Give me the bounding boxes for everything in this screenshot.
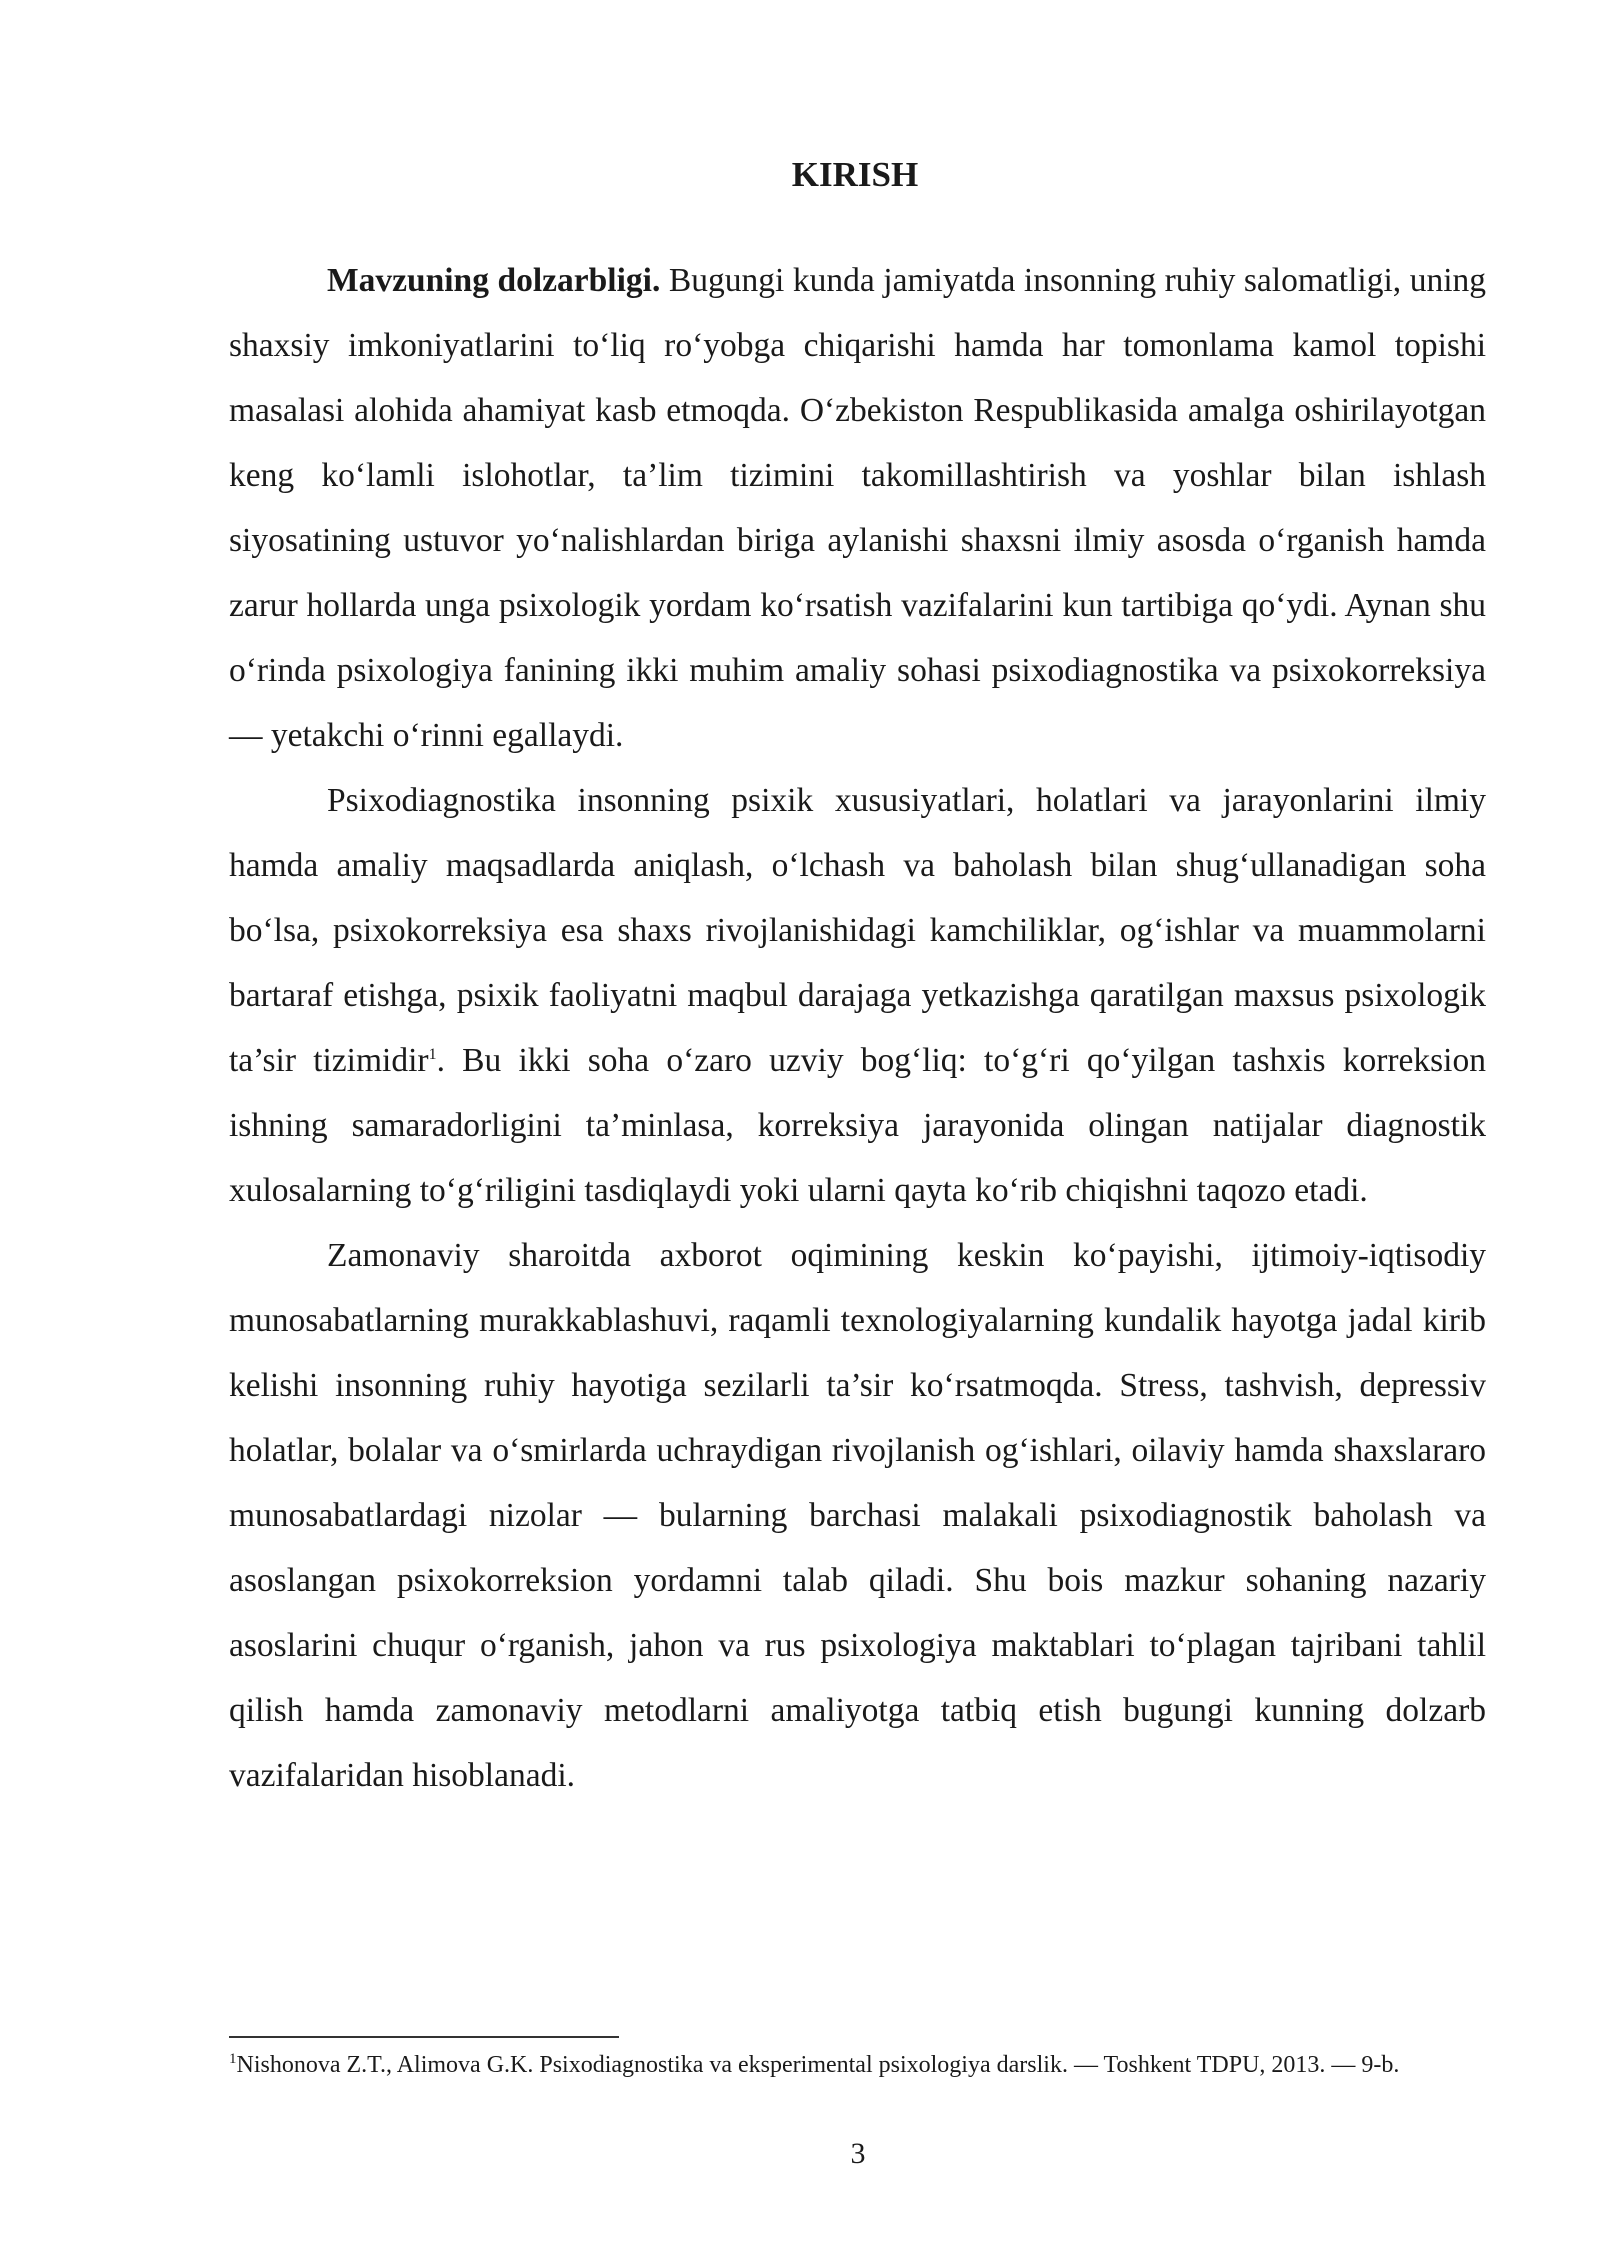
footnote [229,2048,1486,2082]
paragraph-text-before-ref: Psixodiagnostika insonning psixik xususiyatlari, holatlari va jarayonlarini ilmiy hamda amaliy maqsadlarda aniqlash, o‘lchash va baholash bilan shug‘ullanadigan soha bo‘lsa, psixokorreksiya esa shaxs rivojlanishidagi kamchiliklar, og‘ishlar va muammolarni bartaraf etishga, psixik faoliyatni maqbul darajaga yetkazishga qaratilgan maxsus psixologik ta’sir tizimidir [229,782,1486,1079]
paragraph-relevance [229,248,1486,768]
paragraph-text: Zamonaviy sharoitda axborot oqimining keskin ko‘payishi, ijtimoiy-iqtisodiy munosabatlarning murakkablashuvi, raqamli texnologiyalarning kundalik hayotga jadal kirib kelishi insonning ruhiy hayotiga sezilarli ta’sir ko‘rsatmoqda. Stress, tashvish, depressiv holatlar, bolalar va o‘smirlarda uchraydigan rivojlanish og‘ishlari, oilaviy hamda shaxslararo munosabatlardagi nizolar — bularning barchasi malakali psixodiagnostik baholash va asoslangan psixokorreksion yordamni talab qiladi. Shu bois mazkur sohaning nazariy asoslarini chuqur o‘rganish, jahon va rus psixologiya maktablari to‘plagan tajribani tahlil qilish hamda zamonaviy metodlarni amaliyotga tatbiq etish bugungi kunning dolzarb vazifalaridan hisoblanadi. [229,1237,1486,1794]
footnote-reference[interactable]: 1 [428,1045,437,1063]
paragraph-definitions [229,768,1486,1223]
page-number: 3 [850,2137,866,2170]
footnote-text: Nishonova Z.T., Alimova G.K. Psixodiagnostika va eksperimental psixologiya darslik. — Toshkent TDPU, 2013. — 9-b. [236,2052,1400,2078]
paragraph-text: Bugungi kunda jamiyatda insonning ruhiy salomatligi, uning shaxsiy imkoniyatlarini to‘liq ro‘yobga chiqarishi hamda har tomonlama kamol topishi masalasi alohida ahamiyat kasb etmoqda. O‘zbekiston Respublikasida amalga oshirilayotgan keng ko‘lamli islohotlar, ta’lim tizimini takomillashtirish va yoshlar bilan ishlash siyosatining ustuvor yo‘nalishlardan biriga aylanishi shaxsni ilmiy asosda o‘rganish hamda zarur hollarda unga psixologik yordam ko‘rsatish vazifalarini kun tartibiga qo‘ydi. Aynan shu o‘rinda psixologiya fanining ikki muhim amaliy sohasi psixodiagnostika va psixokorreksiya — yetakchi o‘rinni egallaydi. [229,262,1487,754]
footnote-separator [229,2036,619,2038]
paragraph-lead: Mavzuning dolzarbligi. [327,262,661,299]
body-text [229,248,1486,1808]
paragraph-text-after-ref: . Bu ikki soha o‘zaro uzviy bog‘liq: to‘g‘ri qo‘yilgan tashxis korreksion ishning samaradorligini ta’minlasa, korreksiya jarayonida olingan natijalar diagnostik xulosalarning to‘g‘riligini tasdiqlaydi yoki ularni qayta ko‘rib chiqishni taqozo etadi. [229,1042,1486,1209]
page-title: KIRISH [791,155,919,194]
paragraph-modern-conditions [229,1223,1486,1808]
footnote-marker: 1 [229,2051,237,2067]
